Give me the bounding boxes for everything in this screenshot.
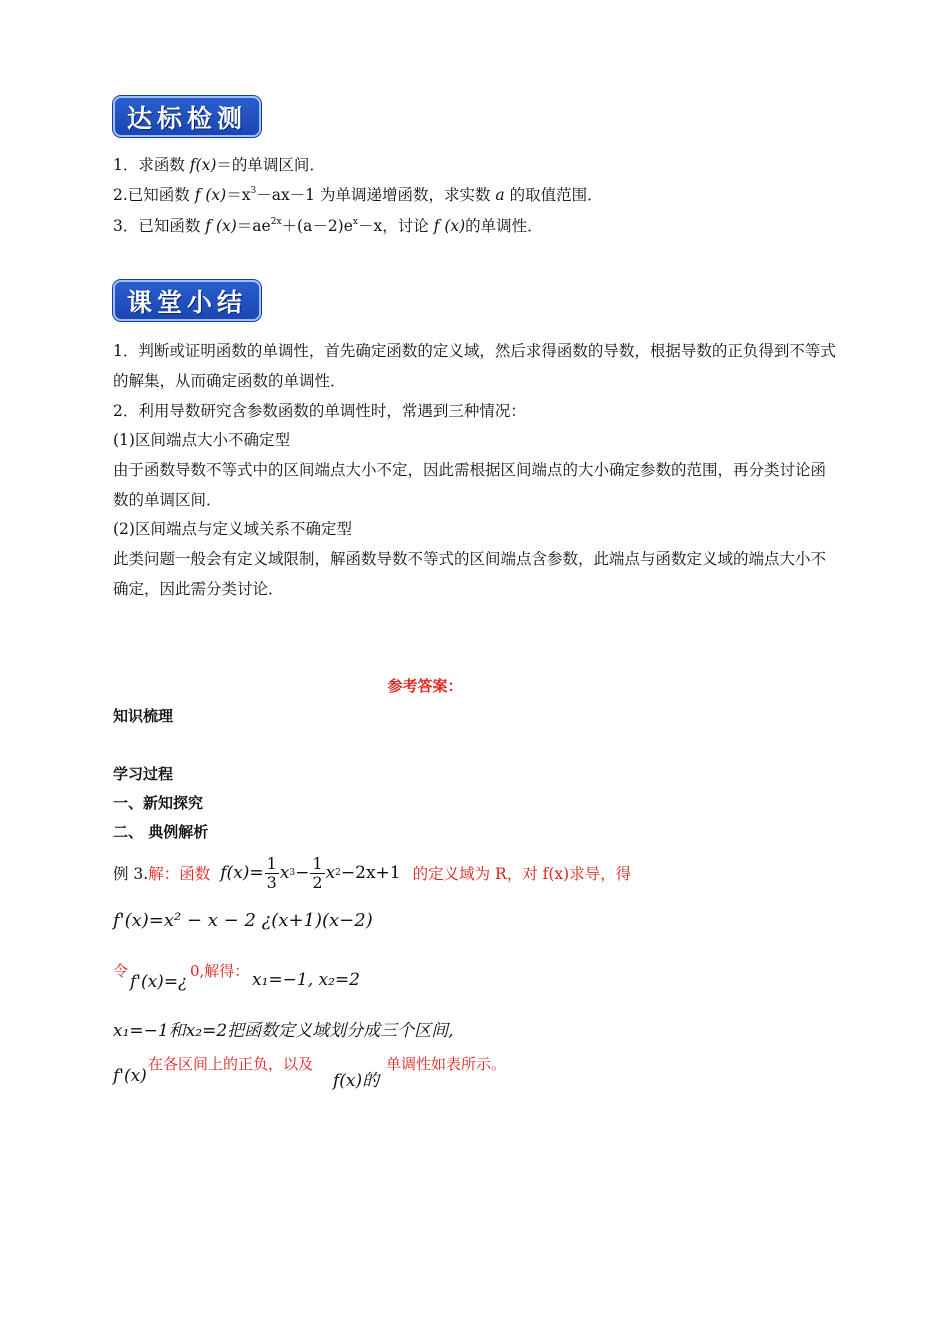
- summary-paragraph-3: (1)区间端点大小不确定型: [113, 431, 290, 449]
- part1-heading: 一、新知探究: [113, 794, 204, 812]
- summary-paragraph-2: 2．利用导数研究含参数函数的单调性时，常遇到三种情况：: [113, 402, 526, 420]
- split-line: x₁=−1和x₂=2把函数定义域划分成三个区间,: [113, 1021, 454, 1041]
- check-item-3: 3．已知函数 f $(x)=ae^{2x}+(a-2)e^x-x$，讨论 f (x)的单调性．: [113, 217, 543, 235]
- last-tail-text: 单调性如表所示。: [386, 1055, 507, 1073]
- fraction-one-half: $\frac{1}{2}$: [312, 853, 323, 892]
- summary-paragraph-1: 1．判断或证明函数的单调性，首先确定函数的定义域，然后求得函数的导数，根据导数的正负得到不等式的解集，从而确定函数的单调性．: [113, 342, 836, 390]
- answers-heading: 参考答案：: [387, 677, 463, 695]
- last-f-prime: f'(x): [113, 1066, 147, 1086]
- last-mid-text: 在各区间上的正负，以及: [148, 1055, 314, 1073]
- summary-paragraph-4: 由于函数导数不等式中的区间端点大小不定，因此需根据区间端点的大小确定参数的范围，再分类讨论函数的单调区间．: [113, 461, 827, 509]
- process-heading: 学习过程: [113, 765, 174, 783]
- summary-paragraph-6: 此类问题一般会有定义域限制，解函数导数不等式的区间端点含参数，此端点与函数定义域的端点大小不确定，因此需分类讨论．: [113, 550, 827, 598]
- ling-label: 令: [113, 962, 129, 980]
- roots: x₁=−1, x₂=2: [252, 970, 360, 990]
- zero-equation: f'(x)=¿: [130, 972, 188, 992]
- part2-heading: 二、 典例解析: [113, 823, 209, 841]
- fraction-one-third: $\frac{1}{3}$: [266, 853, 277, 892]
- section-banner-summary: 课堂小结: [113, 280, 261, 321]
- summary-paragraph-5: (2)区间端点与定义域关系不确定型: [113, 520, 352, 538]
- check-item-2: 2.已知函数 f $(x)=x^3-ax-1$ 为单调递增函数，求实数 a 的取值范围．: [113, 186, 603, 204]
- knowledge-heading: 知识梳理: [113, 707, 174, 725]
- section-banner-check: 达标检测: [113, 96, 261, 137]
- check-item-1: 1．求函数 f(x)＝的单调区间．: [113, 156, 325, 174]
- last-f: f(x)的: [333, 1071, 380, 1091]
- zero-solve-text: 0,解得：: [190, 962, 250, 980]
- example-line-1: 例 3. 解：函数 f(x)= $\frac{1}{3}$ x 3 − $\frac{1}{2}$ x 2 −2x+1 的定义域为 R，对 f(x)求导，得: [113, 853, 632, 892]
- derivative-line: f'(x)=x² − x − 2 ¿(x+1)(x−2): [113, 910, 373, 931]
